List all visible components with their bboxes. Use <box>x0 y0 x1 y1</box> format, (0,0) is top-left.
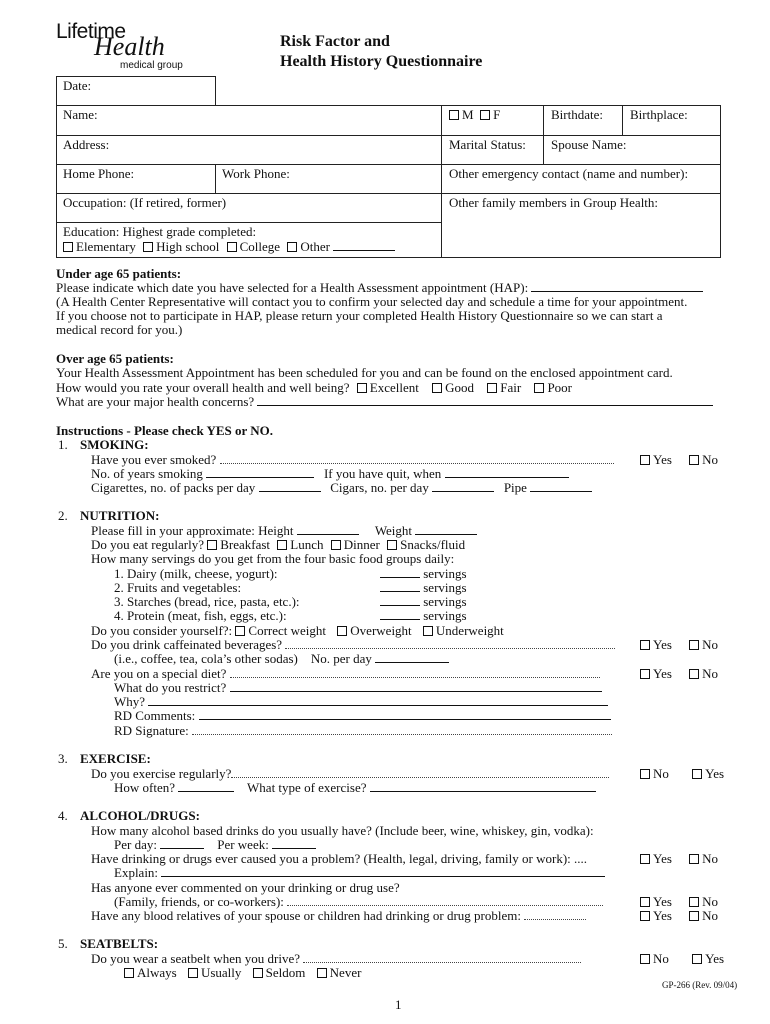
never-checkbox[interactable] <box>317 968 327 978</box>
breakfast-checkbox[interactable] <box>207 540 217 550</box>
no-checkbox[interactable] <box>689 911 699 921</box>
title-line2: Health History Questionnaire <box>280 53 483 70</box>
why-line[interactable] <box>148 694 608 706</box>
how-often-line[interactable] <box>178 780 234 792</box>
caffeine-yes-no: Yes No <box>640 637 718 653</box>
under65-line2: (A Health Center Representative will contact you to confirm your selected day and schedule a time for your appointment. <box>56 294 688 309</box>
alcohol-q4: Have any blood relatives of your spouse or children had drinking or drug problem: <box>91 908 586 924</box>
alcohol-explain: Explain: <box>114 865 605 881</box>
high-school-label: High school <box>156 239 220 254</box>
yes-checkbox[interactable] <box>640 640 650 650</box>
female-checkbox[interactable] <box>480 110 490 120</box>
nutrition-q3: How many servings do you get from the four basic food groups daily: <box>91 551 455 566</box>
under65-line3: If you choose not to participate in HAP, please return your completed Health History Questionnaire so we can start a <box>56 308 663 323</box>
elementary-label: Elementary <box>76 239 136 254</box>
nutrition-q2: Do you eat regularly? Breakfast Lunch Dinner Snacks/fluid <box>91 537 466 552</box>
no-checkbox[interactable] <box>640 769 650 779</box>
no-checkbox[interactable] <box>689 669 699 679</box>
alcohol-q2: Have drinking or drugs ever caused you a problem? (Health, legal, driving, family or work): .... <box>91 851 588 866</box>
logo-line1: Lifetime <box>56 20 126 43</box>
address-field[interactable]: Address: <box>63 137 110 152</box>
correct-weight-checkbox[interactable] <box>235 626 245 636</box>
college-label: College <box>239 239 281 254</box>
exercise-q1: Do you exercise regularly? <box>91 766 609 782</box>
emergency-contact-field[interactable]: Other emergency contact (name and number): <box>449 166 689 181</box>
good-checkbox[interactable] <box>432 383 442 393</box>
seatbelt-frequency: Always Usually Seldom Never <box>124 965 361 981</box>
caffeine-per-day-line[interactable] <box>375 651 449 663</box>
high-school-checkbox[interactable] <box>143 242 153 252</box>
logo-line2: Health <box>94 32 165 61</box>
page-title <box>280 32 482 72</box>
diet-restrict: What do you restrict? <box>114 680 602 696</box>
alcohol-q1a: Per day: Per week: <box>114 837 316 853</box>
yes-checkbox[interactable] <box>640 669 650 679</box>
seatbelts-q1: Do you wear a seatbelt when you drive? <box>91 951 581 967</box>
diet-yes-no: Yes No <box>640 666 718 682</box>
other-checkbox[interactable] <box>287 242 297 252</box>
smoking-heading: SMOKING: <box>80 437 149 452</box>
college-checkbox[interactable] <box>227 242 237 252</box>
no-checkbox[interactable] <box>689 640 699 650</box>
hap-date-line[interactable] <box>531 280 703 292</box>
no-checkbox[interactable] <box>689 455 699 465</box>
lunch-checkbox[interactable] <box>277 540 287 550</box>
fruits-servings: servings <box>380 580 467 596</box>
birthplace-field[interactable]: Birthplace: <box>630 107 688 122</box>
male-checkbox[interactable] <box>449 110 459 120</box>
underweight-checkbox[interactable] <box>423 626 433 636</box>
logo-line3: medical group <box>120 60 183 71</box>
smoking-number: 1. <box>58 437 68 452</box>
smoking-q1: Have you ever smoked? <box>91 452 614 468</box>
work-phone-field[interactable]: Work Phone: <box>222 166 290 181</box>
per-week-line[interactable] <box>272 837 316 849</box>
dairy-servings: servings <box>380 566 467 582</box>
poor-checkbox[interactable] <box>534 383 544 393</box>
rd-comments-line[interactable] <box>199 708 611 720</box>
exercise-number: 3. <box>58 751 68 766</box>
alcohol-q3a: (Family, friends, or co-workers): <box>114 894 603 910</box>
dinner-checkbox[interactable] <box>331 540 341 550</box>
exercise-type-line[interactable] <box>370 780 596 792</box>
alcohol-number: 4. <box>58 808 68 823</box>
title-line1: Risk Factor and <box>280 33 390 50</box>
cigars-per-day-line[interactable] <box>432 480 494 492</box>
no-checkbox[interactable] <box>689 854 699 864</box>
over65-line1: Your Health Assessment Appointment has been scheduled for you and can be found on the enclosed appointment card. <box>56 365 673 380</box>
explain-line[interactable] <box>161 865 605 877</box>
height-line[interactable] <box>297 523 359 535</box>
exercise-q2: How often? What type of exercise? <box>114 780 596 796</box>
family-members-field[interactable]: Other family members in Group Health: <box>449 195 659 210</box>
alcohol-q3: Has anyone ever commented on your drinking or drug use? <box>91 880 400 895</box>
sex-options <box>449 107 500 123</box>
smoking-q2: No. of years smoking If you have quit, when <box>91 466 569 482</box>
over65-line2: How would you rate your overall health and well being? Excellent Good Fair Poor <box>56 380 572 395</box>
rd-comments: RD Comments: <box>114 708 611 724</box>
nutrition-heading: NUTRITION: <box>80 508 160 523</box>
smoking-q3: Cigarettes, no. of packs per day Cigars, no. per day Pipe <box>91 480 592 496</box>
elementary-checkbox[interactable] <box>63 242 73 252</box>
spouse-name-field[interactable]: Spouse Name: <box>551 137 627 152</box>
pipe-line[interactable] <box>530 480 592 492</box>
alcohol-q3-yes-no: Yes No <box>640 894 718 910</box>
home-phone-field[interactable]: Home Phone: <box>63 166 135 181</box>
date-field[interactable] <box>56 76 216 106</box>
over65-heading: Over age 65 patients: <box>56 351 174 366</box>
alcohol-q2-yes-no: Yes No <box>640 851 718 867</box>
food-group-protein: 4. Protein (meat, fish, eggs, etc.): <box>114 608 287 623</box>
no-checkbox[interactable] <box>640 954 650 964</box>
protein-servings: servings <box>380 608 467 624</box>
yes-checkbox[interactable] <box>692 954 702 964</box>
date-label: Date: <box>63 78 92 93</box>
nutrition-q1: Please fill in your approximate: Height Weight <box>91 523 477 539</box>
seatbelts-heading: SEATBELTS: <box>80 936 159 951</box>
under65-line4: medical record for you.) <box>56 322 183 337</box>
food-group-dairy: 1. Dairy (milk, cheese, yogurt): <box>114 566 278 581</box>
female-label: F <box>493 107 501 122</box>
education-options <box>63 239 395 255</box>
seatbelts-no-yes: No Yes <box>640 951 724 967</box>
education-label: Education: Highest grade completed: <box>63 224 257 239</box>
rd-signature: RD Signature: <box>114 723 612 739</box>
nutrition-q4: Do you consider yourself?: Correct weight Overweight Underweight <box>91 623 504 638</box>
restrict-line[interactable] <box>230 680 602 692</box>
logo <box>56 20 196 75</box>
occupation-field[interactable]: Occupation: (If retired, former) <box>63 195 227 210</box>
overweight-checkbox[interactable] <box>337 626 347 636</box>
under65-heading: Under age 65 patients: <box>56 266 182 281</box>
years-smoking-line[interactable] <box>206 466 314 478</box>
per-day-line[interactable] <box>160 837 204 849</box>
food-group-fruits: 2. Fruits and vegetables: <box>114 580 242 595</box>
birthdate-field[interactable]: Birthdate: <box>551 107 603 122</box>
nutrition-q5: Do you drink caffeinated beverages? <box>91 637 615 653</box>
marital-status-field[interactable]: Marital Status: <box>449 137 526 152</box>
form-code: GP-266 (Rev. 09/04) <box>662 980 738 990</box>
male-label: M <box>462 107 474 122</box>
name-field[interactable]: Name: <box>63 107 98 122</box>
packs-per-day-line[interactable] <box>259 480 321 492</box>
yes-checkbox[interactable] <box>640 897 650 907</box>
snacks-checkbox[interactable] <box>387 540 397 550</box>
smoking-q1-yes-no: Yes No <box>640 452 718 468</box>
yes-checkbox[interactable] <box>640 854 650 864</box>
nutrition-q5b: (i.e., coffee, tea, cola’s other sodas) No. per day <box>114 651 449 667</box>
seldom-checkbox[interactable] <box>253 968 263 978</box>
alcohol-q4-yes-no: Yes No <box>640 908 718 924</box>
page-number: 1 <box>395 997 402 1012</box>
always-checkbox[interactable] <box>124 968 134 978</box>
alcohol-q1: How many alcohol based drinks do you usually have? (Include beer, wine, whiskey, gin, vodka): <box>91 823 594 838</box>
yes-checkbox[interactable] <box>640 455 650 465</box>
nutrition-q6: Are you on a special diet? <box>91 666 600 682</box>
under65-line1: Please indicate which date you have selected for a Health Assessment appointment (HAP): <box>56 280 703 296</box>
yes-checkbox[interactable] <box>692 769 702 779</box>
over65-line3: What are your major health concerns? <box>56 394 713 410</box>
no-checkbox[interactable] <box>689 897 699 907</box>
exercise-no-yes: No Yes <box>640 766 724 782</box>
excellent-checkbox[interactable] <box>357 383 367 393</box>
yes-checkbox[interactable] <box>640 911 650 921</box>
weight-line[interactable] <box>415 523 477 535</box>
quit-when-line[interactable] <box>445 466 569 478</box>
other-education-line[interactable] <box>333 239 395 251</box>
exercise-heading: EXERCISE: <box>80 751 151 766</box>
starches-servings: servings <box>380 594 467 610</box>
usually-checkbox[interactable] <box>188 968 198 978</box>
other-label: Other <box>300 239 330 254</box>
fair-checkbox[interactable] <box>487 383 497 393</box>
health-concerns-line[interactable] <box>257 394 713 406</box>
instructions: Instructions - Please check YES or NO. <box>56 423 274 438</box>
seatbelts-number: 5. <box>58 936 68 951</box>
nutrition-number: 2. <box>58 508 68 523</box>
diet-why: Why? <box>114 694 608 710</box>
food-group-starches: 3. Starches (bread, rice, pasta, etc.): <box>114 594 300 609</box>
alcohol-heading: ALCOHOL/DRUGS: <box>80 808 200 823</box>
